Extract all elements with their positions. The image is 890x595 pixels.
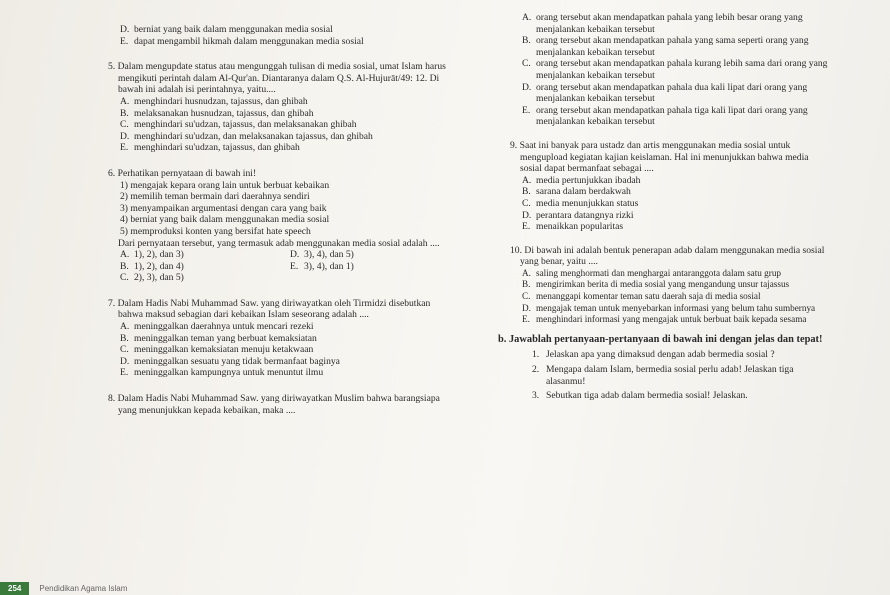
book-title: Pendidikan Agama Islam [39, 584, 128, 593]
option: E. menghindari su'udzan, tajassus, dan ghibah [120, 142, 300, 154]
option: B. mengirimkan berita di media sosial yang mengandung unsur tajassus [522, 279, 790, 290]
essay-item: 2. Mengapa dalam Islam, bermedia sosial perlu adab! Jelaskan tiga alasanmu! [532, 364, 794, 387]
option: E. menaikkan popularitas [522, 221, 624, 233]
option: D. meninggalkan sesuatu yang tidak bermanfaat baginya [120, 355, 340, 367]
question-8: 8. Dalam Hadis Nabi Muhammad Saw. yang diriwayatkan Muslim bahwa barangsiapa yang menunjukkan kepada kebaikan, maka .... [108, 393, 440, 416]
option: B. 1), 2), dan 4) [120, 260, 184, 272]
option: E. meninggalkan kampungnya untuk menuntut ilmu [120, 367, 324, 379]
option: C. orang tersebut akan mendapatkan pahala kurang lebih sama dari orang yang menjalankan kebaikan tersebut [522, 58, 828, 81]
option: D. orang tersebut akan mendapatkan pahala dua kali lipat dari orang yang menjalankan kebaikan tersebut [522, 81, 808, 105]
option: B. sarana dalam berdakwah [522, 186, 631, 198]
option: A. saling menghormati dan menghargai antaranggota dalam satu grup [522, 267, 782, 278]
right-column [498, 12, 828, 402]
question-8-options [498, 12, 828, 128]
essay-list [508, 349, 828, 401]
option: D. mengajak teman untuk menyebarkan informasi yang belum tahu sumbernya [522, 302, 816, 313]
question-6: 6. Perhatikan pernyataan di bawah ini! 1) mengajak kepara orang lain untuk berbuat kebaikan 2) memilih teman bermain dari daerahnya sendiri 3) menyampaikan argumentasi dengan cara yang baik 4) berniat yang baik dalam menggunakan media sosial 5) memproduksi konten yang bersifat hate speech Dari pernyataan tersebut, yang termasuk adab menggunakan media sosial adalah .... A. 1), 2), dan 3) D. 3), 4), dan 5) B. 1), 2), dan 4) E. 3), 4), dan 1) C. 2), 3), dan 5) [96, 168, 456, 284]
option: E. menghindari informasi yang mengajak untuk berbuat baik kepada sesama [522, 314, 807, 325]
option: C. menanggapi komentar teman satu daerah saja di media sosial [522, 291, 761, 302]
page-number: 254 [0, 582, 29, 595]
option: A. 1), 2), dan 3) [120, 249, 184, 261]
option: A. orang tersebut akan mendapatkan pahala yang lebih besar orang yang menjalankan kebaikan tersebut [522, 12, 803, 35]
options-grid [120, 249, 456, 284]
option: B. melaksanakan husnudzan, tajassus, dan ghibah [120, 107, 314, 119]
statement-item: 4) berniat yang baik dalam menggunakan media sosial [120, 214, 330, 226]
question-7: 7. Dalam Hadis Nabi Muhammad Saw. yang diriwayatkan oleh Tirmidzi disebutkan bahwa maksud sebagian dari kebaikan Islam seseorang adalah .... A. meninggalkan daerahnya untuk mencari rezeki B. meninggalkan teman yang berbuat kemaksiatan C. meninggalkan kemaksiatan menuju ketakwaan D. meninggalkan sesuatu yang tidak bermanfaat baginya E. meninggalkan kampungnya untuk menuntut ilmu [96, 298, 456, 379]
option: A. meninggalkan daerahnya untuk mencari rezeki [120, 321, 314, 333]
question-4-tail [96, 24, 456, 47]
question-9: 9. Saat ini banyak para ustadz dan artis menggunakan media sosial untuk mengupload kegiatan kajian keislaman. Hal ini menunjukkan bahwa media sosial dapat bermanfaat sebagai .... A. media pertunjukkan ibadah B. sarana dalam berdakwah C. media menunjukkan status D. perantara datangnya rizki E. menaikkan popularitas [498, 140, 828, 233]
question-prompt: Dari pernyataan tersebut, yang termasuk adab menggunakan media sosial adalah .... [118, 237, 440, 249]
essay-item: 1. Jelaskan apa yang dimaksud dengan adab bermedia sosial ? [532, 349, 775, 361]
statement-item: 5) memproduksi konten yang bersifat hate speech [120, 225, 311, 237]
section-b-title: b. Jawablah pertanyaan-pertanyaan di bawah ini dengan jelas dan tepat! [498, 333, 823, 345]
option: C. meninggalkan kemaksiatan menuju ketakwaan [120, 344, 314, 356]
option: A. menghindari husnudzan, tajassus, dan ghibah [120, 95, 308, 107]
statement-item: 1) mengajak kepara orang lain untuk berbuat kebaikan [120, 179, 330, 191]
option: B. orang tersebut akan mendapatkan pahala yang sama seperti orang yang menjalankan kebaikan tersebut [522, 35, 809, 58]
option: D. berniat yang baik dalam menggunakan media sosial [120, 24, 333, 35]
option: C. menghindari su'udzan, tajassus, dan melaksanakan ghibah [120, 119, 357, 131]
option: A. media pertunjukkan ibadah [522, 174, 641, 186]
statement-item: 2) memilih teman bermain dari daerahnya sendiri [120, 191, 310, 203]
essay-item: 3. Sebutkan tiga adab dalam bermedia sosial! Jelaskan. [532, 390, 748, 402]
question-10: 10. Di bawah ini adalah bentuk penerapan adab dalam menggunakan media sosial yang benar, yaitu .... A. saling menghormati dan menghargai antaranggota dalam satu grup B. mengirimkan berita di media sosial yang mengandung unsur tajassus C. menanggapi komentar teman satu daerah saja di media sosial D. mengajak teman untuk menyebarkan informasi yang belum tahu sumbernya E. menghindari informasi yang mengajak untuk berbuat baik kepada sesama [498, 245, 828, 326]
option: D. menghindari su'udzan, dan melaksanakan tajassus, dan ghibah [120, 130, 373, 142]
left-column [96, 24, 456, 422]
option: D. 3), 4), dan 5) [290, 249, 354, 261]
option: C. media menunjukkan status [522, 197, 639, 209]
option: E. dapat mengambil hikmah dalam menggunakan media sosial [120, 35, 364, 47]
option: E. orang tersebut akan mendapatkan pahala tiga kali lipat dari orang yang menjalankan kebaikan tersebut [522, 104, 808, 128]
option: B. meninggalkan teman yang berbuat kemaksiatan [120, 332, 317, 344]
page-footer [0, 582, 127, 595]
statement-item: 3) menyampaikan argumentasi dengan cara yang baik [120, 202, 327, 214]
option: E. 3), 4), dan 1) [290, 260, 354, 272]
option: D. perantara datangnya rizki [522, 209, 634, 221]
question-5: 5. Dalam mengupdate status atau mengunggah tulisan di media sosial, umat Islam harus mengikuti perintah dalam Al-Qur'an. Diantaranya dalam Q.S. Al-Hujurāt/49: 12. Di bawah ini adalah isi perintahnya, yaitu.... A. menghindari husnudzan, tajassus, dan ghibah B. melaksanakan husnudzan, tajassus, dan ghibah C. menghindari su'udzan, tajassus, dan melaksanakan ghibah D. menghindari su'udzan, dan melaksanakan tajassus, dan ghibah E. menghindari su'udzan, tajassus, dan ghibah [96, 61, 456, 154]
option: C. 2), 3), dan 5) [120, 272, 184, 284]
